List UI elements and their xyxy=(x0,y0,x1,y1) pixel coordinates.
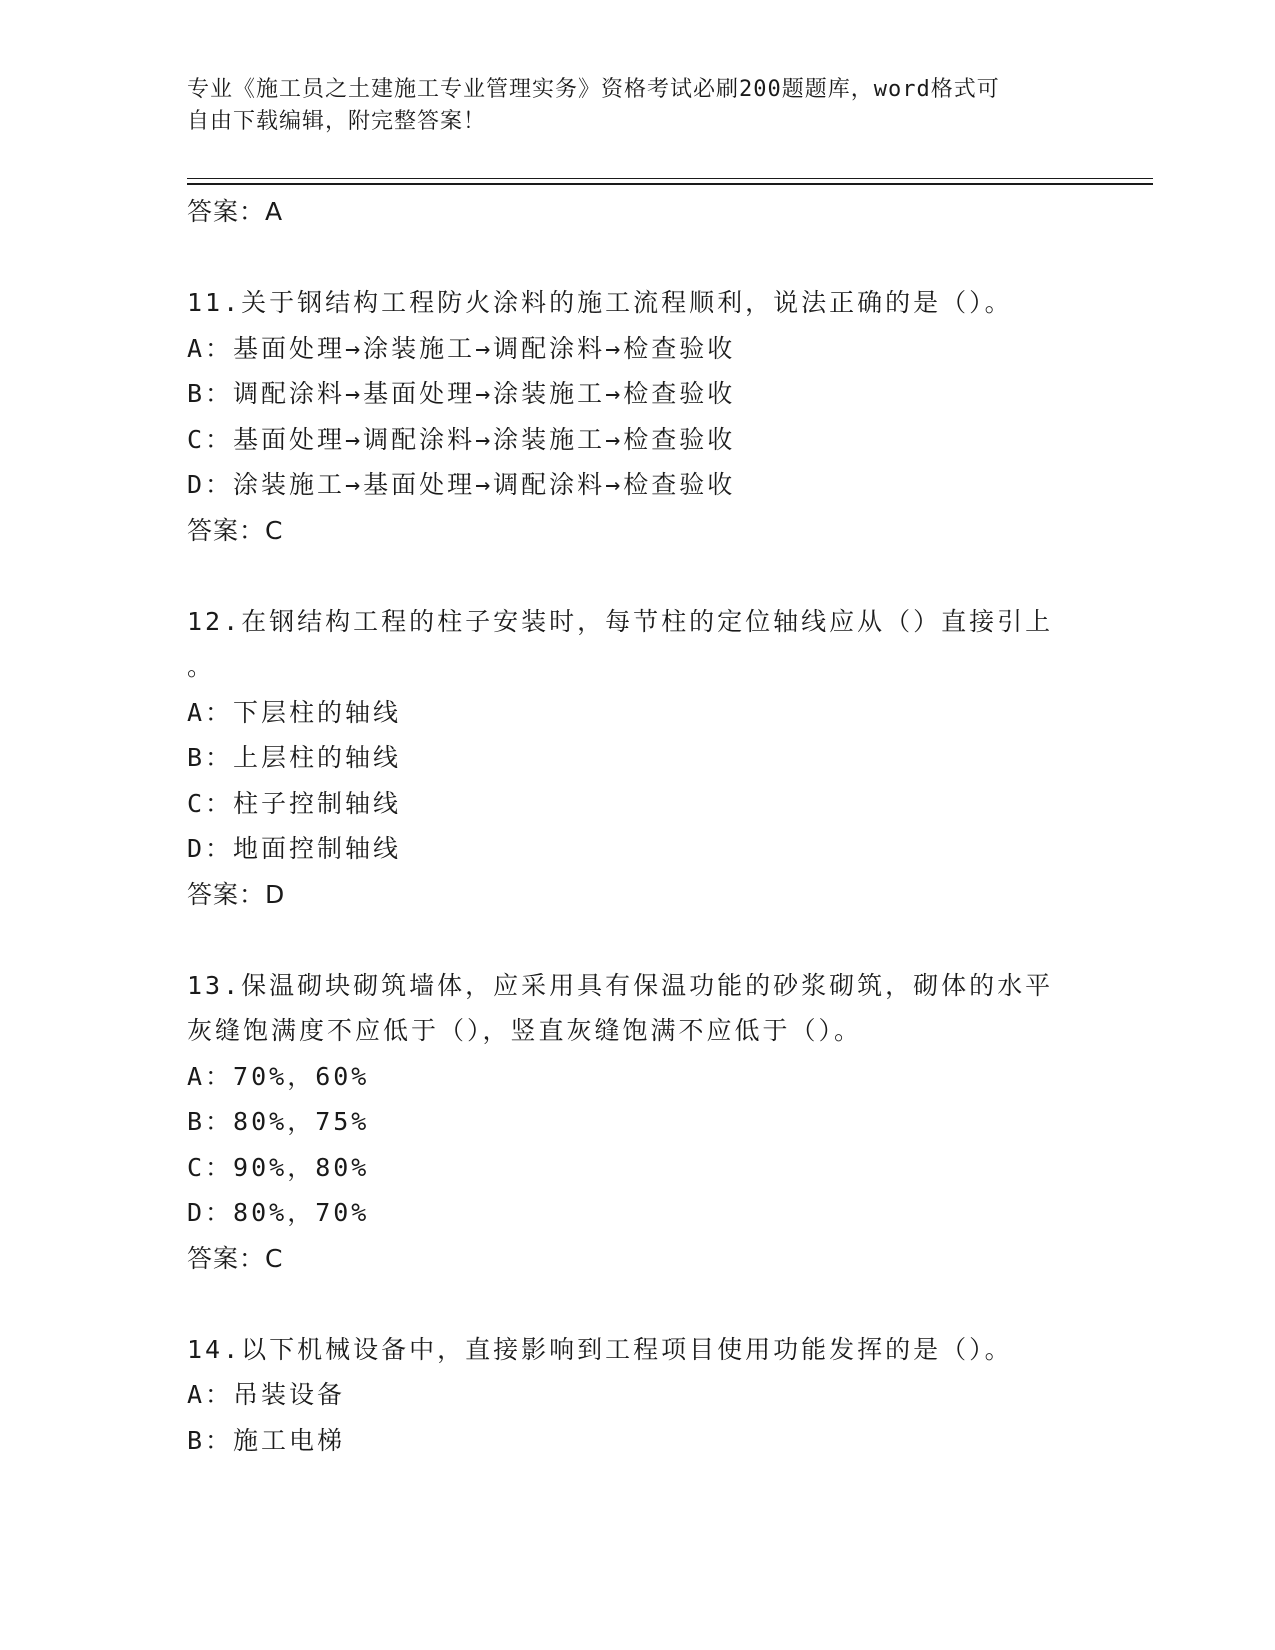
option-item: D：80%，70% xyxy=(187,1198,370,1227)
answer-line xyxy=(187,189,1087,235)
question-stem: 12.在钢结构工程的柱子安装时，每节柱的定位轴线应从（）直接引上 xyxy=(187,606,1054,636)
option-item: B：施工电梯 xyxy=(187,1425,346,1455)
option-item: D：涂装施工→基面处理→调配涂料→检查验收 xyxy=(187,470,736,499)
question-block xyxy=(187,599,1087,963)
spacer xyxy=(187,917,1087,963)
answer-value: D xyxy=(265,879,286,909)
spacer xyxy=(187,553,1087,599)
answer-line xyxy=(187,872,1087,918)
header-rule-thin xyxy=(187,178,1153,179)
question-block xyxy=(187,963,1087,1327)
answer-value: A xyxy=(265,197,284,226)
answer-line xyxy=(187,508,1087,554)
answer-prefix: 答案： xyxy=(187,515,266,545)
answer-value: C xyxy=(265,515,284,545)
answer-prefix: 答案： xyxy=(187,1243,266,1273)
question-stem: 13.保温砌块砌筑墙体，应采用具有保温功能的砂浆砌筑，砌体的水平 xyxy=(187,970,1054,1000)
spacer xyxy=(187,235,1087,281)
option-item: B：上层柱的轴线 xyxy=(187,743,402,772)
option-item: C：基面处理→调配涂料→涂装施工→检查验收 xyxy=(187,424,736,454)
option-item: B：80%，75% xyxy=(187,1107,370,1136)
spacer xyxy=(187,1281,1087,1327)
question-stem: 灰缝饱满度不应低于（），竖直灰缝饱满不应低于（）。 xyxy=(187,1016,863,1045)
option-item: A：基面处理→涂装施工→调配涂料→检查验收 xyxy=(187,333,736,363)
option-item: C：柱子控制轴线 xyxy=(187,788,402,818)
header-rule-thick xyxy=(187,183,1153,185)
answer-prefix: 答案： xyxy=(187,197,266,226)
question-block xyxy=(187,1327,1087,1464)
option-item: A：下层柱的轴线 xyxy=(187,697,402,727)
header-line-2: 自由下载编辑，附完整答案！ xyxy=(187,109,487,134)
question-stem: 。 xyxy=(187,652,216,681)
option-item: D：地面控制轴线 xyxy=(187,834,402,863)
option-item: B：调配涂料→基面处理→涂装施工→检查验收 xyxy=(187,379,736,408)
question-stem: 14.以下机械设备中，直接影响到工程项目使用功能发挥的是（）。 xyxy=(187,1334,1013,1364)
option-item: C：90%，80% xyxy=(187,1152,370,1182)
page-header xyxy=(187,74,1067,138)
question-stem: 11.关于钢结构工程防火涂料的施工流程顺利，说法正确的是（）。 xyxy=(187,288,1013,317)
header-line-1: 专业《施工员之土建施工专业管理实务》资格考试必刷200题题库，word格式可 xyxy=(187,77,1000,102)
answer-prefix: 答案： xyxy=(187,879,266,909)
answer-line xyxy=(187,1236,1087,1282)
question-block xyxy=(187,280,1087,599)
question-list xyxy=(187,189,1087,1463)
answer-value: C xyxy=(265,1243,284,1273)
option-item: A：70%，60% xyxy=(187,1061,370,1091)
option-item: A：吊装设备 xyxy=(187,1380,346,1409)
